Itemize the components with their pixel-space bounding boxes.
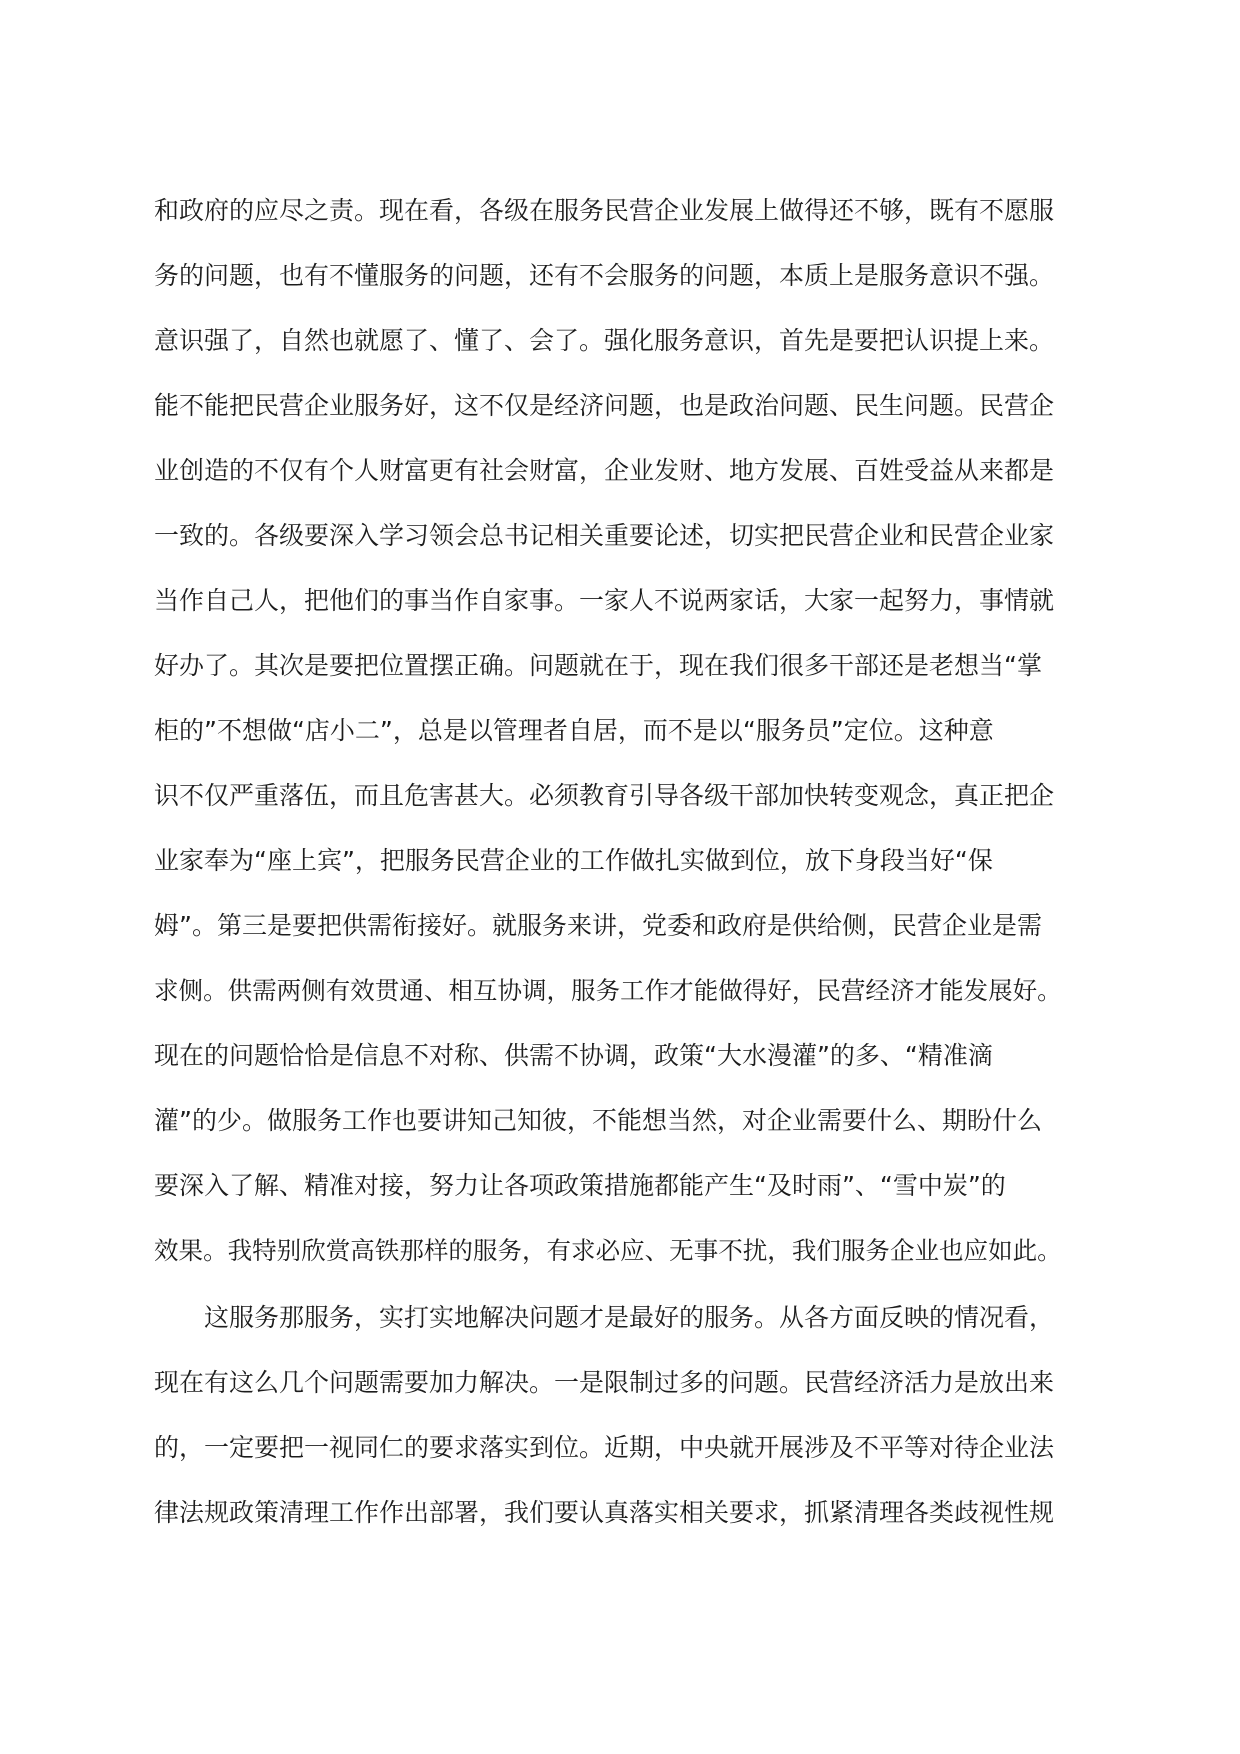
text-line: 求侧。供需两侧有效贯通、相互协调，服务工作才能做得好，民营经济才能发展好。 [154,976,1062,1005]
text-line: 能不能把民营企业服务好，这不仅是经济问题，也是政治问题、民生问题。民营企 [154,391,1055,420]
text-line: 效果。我特别欣赏高铁那样的服务，有求必应、无事不扰，我们服务企业也应如此。 [154,1236,1062,1265]
text-line: 务的问题，也有不懂服务的问题，还有不会服务的问题，本质上是服务意识不强。 [154,261,1055,290]
text-line: 业创造的不仅有个人财富更有社会财富，企业发财、地方发展、百姓受益从来都是 [154,456,1055,485]
text-line: 意识强了，自然也就愿了、懂了、会了。强化服务意识，首先是要把认识提上来。 [154,326,1055,355]
paragraph-first-line: 这服务那服务，实打实地解决问题才是最好的服务。从各方面反映的情况看， [204,1303,1055,1332]
text-line: 现在的问题恰恰是信息不对称、供需不协调，政策“大水漫灌”的多、“精准滴 [154,1041,993,1070]
text-line: 识不仅严重落伍，而且危害甚大。必须教育引导各级干部加快转变观念，真正把企 [154,781,1055,810]
text-line: 姆”。第三是要把供需衔接好。就服务来讲，党委和政府是供给侧，民营企业是需 [154,911,1042,940]
text-line: 好办了。其次是要把位置摆正确。问题就在于，现在我们很多干部还是老想当“掌 [154,651,1042,680]
text-line: 要深入了解、精准对接，努力让各项政策措施都能产生“及时雨”、“雪中炭”的 [154,1171,1006,1200]
text-line: 业家奉为“座上宾”，把服务民营企业的工作做扎实做到位，放下身段当好“保 [154,846,993,875]
text-line: 现在有这么几个问题需要加力解决。一是限制过多的问题。民营经济活力是放出来 [154,1368,1055,1397]
text-line: 的，一定要把一视同仁的要求落实到位。近期，中央就开展涉及不平等对待企业法 [154,1433,1055,1462]
text-line: 当作自己人，把他们的事当作自家事。一家人不说两家话，大家一起努力，事情就 [154,586,1055,615]
text-line: 柜的”不想做“店小二”，总是以管理者自居，而不是以“服务员”定位。这种意 [154,716,994,745]
text-line: 一致的。各级要深入学习领会总书记相关重要论述，切实把民营企业和民营企业家 [154,521,1055,550]
text-line: 律法规政策清理工作作出部署，我们要认真落实相关要求，抓紧清理各类歧视性规 [154,1498,1055,1527]
text-line: 灌”的少。做服务工作也要讲知己知彼，不能想当然，对企业需要什么、期盼什么 [154,1106,1042,1135]
text-line: 和政府的应尽之责。现在看，各级在服务民营企业发展上做得还不够，既有不愿服 [154,196,1055,225]
